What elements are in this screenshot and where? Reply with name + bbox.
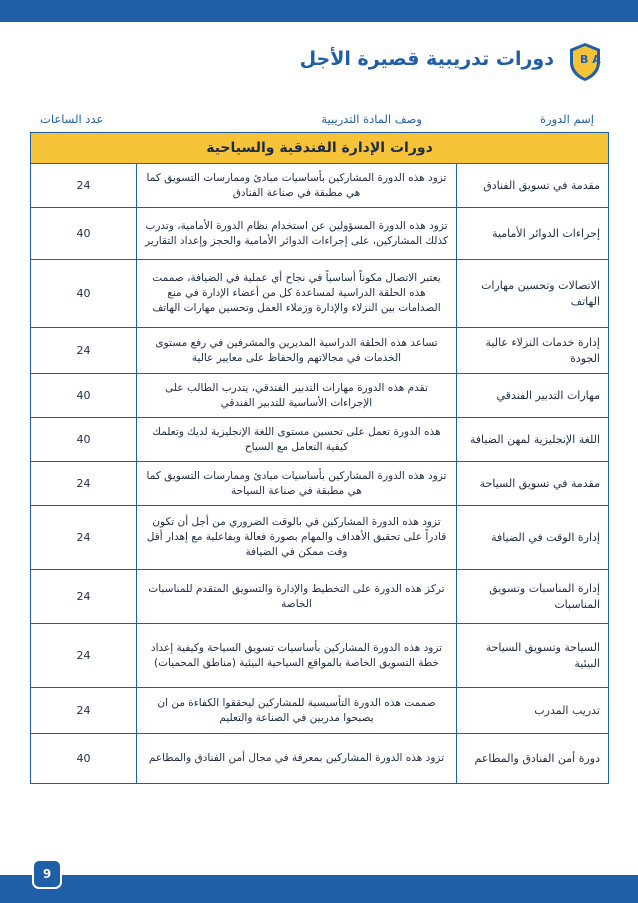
page-header bbox=[0, 38, 638, 88]
course-name: مهارات التدبير الفندقي bbox=[457, 374, 609, 418]
course-description: تركز هذه الدورة على التخطيط والإدارة والتسويق المتقدم للمناسبات الخاصة bbox=[137, 570, 457, 624]
column-header-name: إسم الدورة bbox=[539, 112, 594, 126]
table-row bbox=[31, 418, 609, 462]
course-name: السياحة وتسويق السياحة البيئية bbox=[457, 624, 609, 688]
courses-grid bbox=[30, 132, 609, 784]
course-name: مقدمة في تسويق السياحة bbox=[457, 462, 609, 506]
course-hours: 40 bbox=[31, 208, 137, 260]
course-description: تزود هذه الدورة المشاركين بأساسيات مبادئ وممارسات التسويق كما هي مطبقة في صناعة الفنادق bbox=[137, 164, 457, 208]
table-row bbox=[31, 462, 609, 506]
table-row bbox=[31, 164, 609, 208]
course-description: يعتبر الاتصال مكوناً أساسياً في نجاح أي عملية في الضيافة، صممت هذه الحلقة الدراسية لمساعدة كل من أعضاء الإدارة في منع الصدامات بين النزلاء والإدارة وزملاء العمل وتحسين مهارات الهاتف bbox=[137, 260, 457, 328]
table-row bbox=[31, 374, 609, 418]
course-name: الاتصالات وتحسين مهارات الهاتف bbox=[457, 260, 609, 328]
table-row bbox=[31, 208, 609, 260]
shield-logo-icon bbox=[568, 42, 602, 82]
course-name: إدارة خدمات النزلاء عالية الجودة bbox=[457, 328, 609, 374]
course-hours: 24 bbox=[31, 462, 137, 506]
course-description: هذه الدورة تعمل على تحسين مستوى اللغة الإنجليزية لديك وتعلمك كيفية التعامل مع السياح bbox=[137, 418, 457, 462]
course-name: دورة أمن الفنادق والمطاعم bbox=[457, 734, 609, 784]
course-description: تزود هذه الدورة المشاركين بمعرفة في مجال أمن الفنادق والمطاعم bbox=[137, 734, 457, 784]
course-description: تزود هذه الدورة المشاركين في بالوقت الضروري من أجل أن تكون قادراً على تحقيق الأهداف والمهام بصورة فعالة وبفاعلية مع إهدار أقل وقت ممكن في الضيافة bbox=[137, 506, 457, 570]
table-row bbox=[31, 570, 609, 624]
table-row bbox=[31, 624, 609, 688]
course-description: تساعد هذه الحلقة الدراسية المديرين والمشرفين في رفع مستوى الخدمات في مجالاتهم والحفاظ على معايير عالية bbox=[137, 328, 457, 374]
table-body bbox=[31, 133, 609, 784]
course-name: اللغة الإنجليزية لمهن الضيافة bbox=[457, 418, 609, 462]
course-hours: 24 bbox=[31, 688, 137, 734]
table-row bbox=[31, 688, 609, 734]
course-name: مقدمة في تسويق الفنادق bbox=[457, 164, 609, 208]
course-hours: 40 bbox=[31, 260, 137, 328]
course-description: تزود هذه الدورة المسؤولين عن استخدام نظام الدورة الأمامية، وتدرب كذلك المشاركين، على إجراءات الدوائر الأمامية والحجز وإعداد التقارير bbox=[137, 208, 457, 260]
section-title: دورات الإدارة الفندقية والسياحية bbox=[31, 133, 609, 164]
course-hours: 40 bbox=[31, 374, 137, 418]
section-header-row bbox=[31, 133, 609, 164]
course-description: تزود هذه الدورة المشاركين بأساسيات تسويق السياحة وكيفية إعداد خطة التسويق الخاصة بالمواقع السياحية البيئية (مناطق المحميات) bbox=[137, 624, 457, 688]
course-hours: 24 bbox=[31, 506, 137, 570]
page-title: دورات تدريبية قصيرة الأجل bbox=[299, 48, 554, 70]
courses-table bbox=[30, 104, 608, 784]
course-description: تزود هذه الدورة المشاركين بأساسيات مبادئ وممارسات التسويق كما هي مطبقة في صناعة السياحة bbox=[137, 462, 457, 506]
course-name: تدريب المدرب bbox=[457, 688, 609, 734]
table-row bbox=[31, 734, 609, 784]
table-row bbox=[31, 506, 609, 570]
course-hours: 40 bbox=[31, 734, 137, 784]
bottom-banner bbox=[0, 875, 638, 903]
top-banner bbox=[0, 0, 638, 22]
course-description: صممت هذه الدورة التأسيسية للمشاركين ليحققوا الكفاءة من ان يصبحوا مدربين في الصناعة والتعليم bbox=[137, 688, 457, 734]
course-description: تقدم هذه الدورة مهارات التدبير الفندقي، يتدرب الطالب على الإجراءات الأساسية للتدبير الفندقي bbox=[137, 374, 457, 418]
table-header bbox=[30, 104, 608, 132]
page-number: 9 bbox=[32, 859, 62, 889]
table-row bbox=[31, 328, 609, 374]
column-header-hours: عدد الساعات bbox=[40, 112, 104, 126]
course-name: إدارة المناسبات وتسويق المناسبات bbox=[457, 570, 609, 624]
course-name: إدارة الوقت في الضيافة bbox=[457, 506, 609, 570]
course-hours: 40 bbox=[31, 418, 137, 462]
column-header-description: وصف المادة التدريبية bbox=[321, 112, 422, 126]
course-hours: 24 bbox=[31, 328, 137, 374]
course-name: إجراءات الدوائر الأمامية bbox=[457, 208, 609, 260]
course-hours: 24 bbox=[31, 624, 137, 688]
course-hours: 24 bbox=[31, 570, 137, 624]
logo-lettering: B A bbox=[580, 53, 601, 66]
course-hours: 24 bbox=[31, 164, 137, 208]
table-row bbox=[31, 260, 609, 328]
